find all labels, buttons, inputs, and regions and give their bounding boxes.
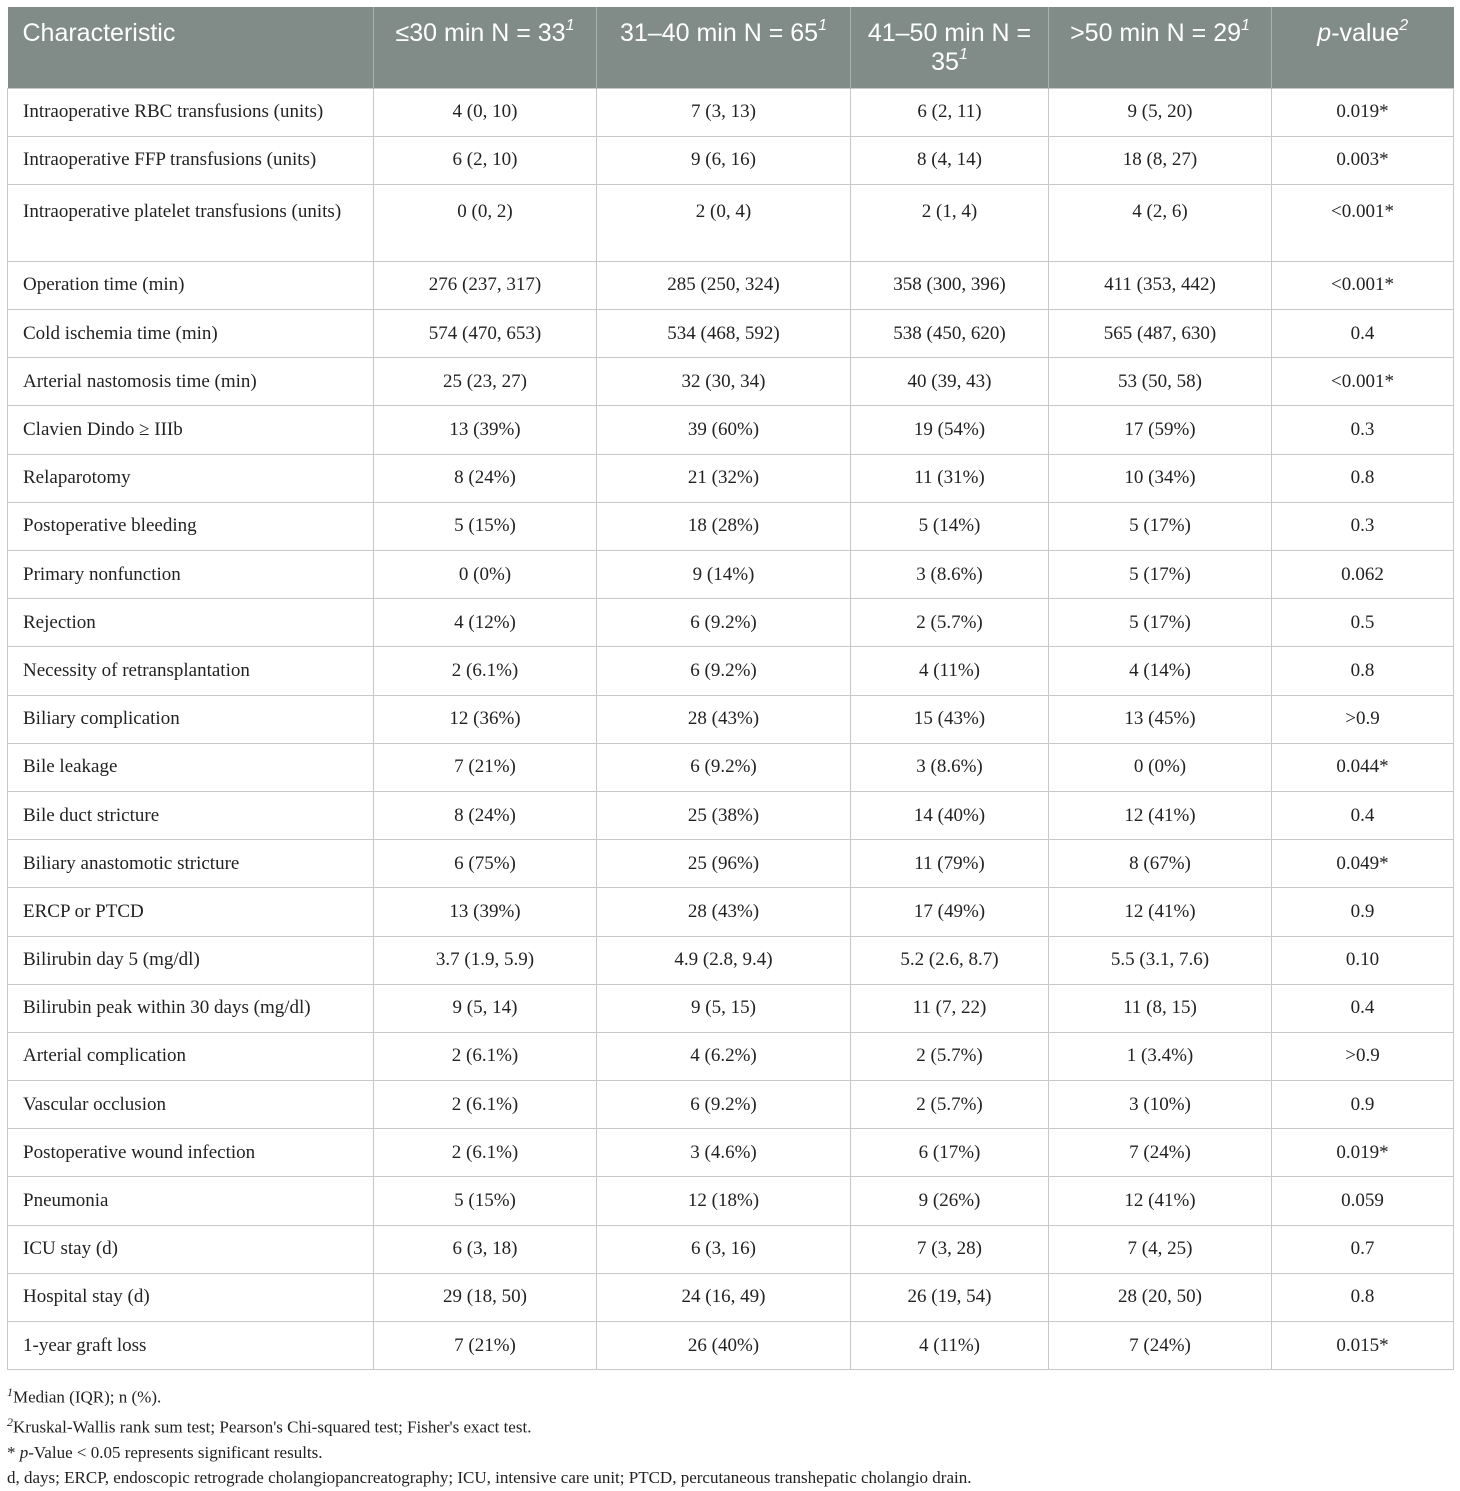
footnote-text: -Value < 0.05 represents significant results. xyxy=(28,1442,323,1462)
value-cell: 4.9 (2.8, 9.4) xyxy=(597,936,851,984)
value-cell: 2 (5.7%) xyxy=(851,1081,1049,1129)
value-cell: 4 (11%) xyxy=(851,647,1049,695)
table-row xyxy=(8,1081,1454,1129)
value-cell: 40 (39, 43) xyxy=(851,358,1049,406)
header-label: >50 min N = 29 xyxy=(1070,19,1242,47)
table-row xyxy=(8,310,1454,358)
footnote-1 xyxy=(7,1380,1447,1410)
value-cell: 26 (19, 54) xyxy=(851,1273,1049,1321)
row-characteristic-cell: Vascular occlusion xyxy=(8,1081,374,1129)
value-cell: 24 (16, 49) xyxy=(597,1273,851,1321)
value-cell: 28 (43%) xyxy=(597,888,851,936)
row-characteristic-cell: Primary nonfunction xyxy=(8,551,374,599)
value-cell: 534 (468, 592) xyxy=(597,310,851,358)
footnote-italic: p xyxy=(19,1442,29,1462)
value-cell: 2 (1, 4) xyxy=(851,184,1049,261)
value-cell: 0 (0, 2) xyxy=(374,184,597,261)
table-row xyxy=(8,647,1454,695)
header-label-italic: p xyxy=(1317,19,1332,47)
p-value-cell: 0.044* xyxy=(1272,743,1454,791)
table-row xyxy=(8,1322,1454,1370)
row-characteristic-cell: Intraoperative FFP transfusions (units) xyxy=(8,136,374,184)
footnote-marker: 2 xyxy=(1399,16,1409,34)
value-cell: 12 (18%) xyxy=(597,1177,851,1225)
value-cell: 7 (21%) xyxy=(374,1322,597,1370)
row-characteristic-cell: Bile duct stricture xyxy=(8,791,374,839)
value-cell: 9 (5, 14) xyxy=(374,984,597,1032)
p-value-cell: >0.9 xyxy=(1272,695,1454,743)
row-characteristic-cell: Cold ischemia time (min) xyxy=(8,310,374,358)
table-body xyxy=(8,88,1454,1370)
value-cell: 3.7 (1.9, 5.9) xyxy=(374,936,597,984)
header-label: Characteristic xyxy=(22,19,176,47)
row-characteristic-cell: Bile leakage xyxy=(8,743,374,791)
value-cell: 2 (0, 4) xyxy=(597,184,851,261)
header-group-31-40 xyxy=(597,7,851,88)
footnote-marker: 1 xyxy=(565,16,575,34)
value-cell: 12 (41%) xyxy=(1049,791,1272,839)
value-cell: 5 (14%) xyxy=(851,502,1049,550)
row-characteristic-cell: Pneumonia xyxy=(8,1177,374,1225)
value-cell: 6 (75%) xyxy=(374,840,597,888)
footnote-text: Kruskal-Wallis rank sum test; Pearson's Chi-squared test; Fisher's exact test. xyxy=(13,1417,532,1437)
value-cell: 39 (60%) xyxy=(597,406,851,454)
header-group-41-50 xyxy=(851,7,1049,88)
value-cell: 8 (4, 14) xyxy=(851,136,1049,184)
value-cell: 9 (5, 20) xyxy=(1049,88,1272,136)
value-cell: 2 (5.7%) xyxy=(851,599,1049,647)
value-cell: 5.5 (3.1, 7.6) xyxy=(1049,936,1272,984)
value-cell: 2 (6.1%) xyxy=(374,1032,597,1080)
value-cell: 12 (41%) xyxy=(1049,1177,1272,1225)
value-cell: 26 (40%) xyxy=(597,1322,851,1370)
value-cell: 2 (6.1%) xyxy=(374,1081,597,1129)
header-p-value xyxy=(1272,7,1454,88)
p-value-cell: 0.015* xyxy=(1272,1322,1454,1370)
header-label: 41–50 min N = 35 xyxy=(867,19,1032,76)
row-characteristic-cell: Biliary anastomotic stricture xyxy=(8,840,374,888)
table-row xyxy=(8,743,1454,791)
table-row xyxy=(8,1177,1454,1225)
value-cell: 28 (43%) xyxy=(597,695,851,743)
value-cell: 5 (17%) xyxy=(1049,502,1272,550)
p-value-cell: >0.9 xyxy=(1272,1032,1454,1080)
value-cell: 6 (9.2%) xyxy=(597,599,851,647)
table-row xyxy=(8,599,1454,647)
value-cell: 8 (24%) xyxy=(374,791,597,839)
p-value-cell: 0.10 xyxy=(1272,936,1454,984)
footnote-text: d, days; ERCP, endoscopic retrograde cholangiopancreatography; ICU, intensive care unit; PTCD, percutaneous transhepatic cholangio drain. xyxy=(7,1468,972,1488)
value-cell: 13 (45%) xyxy=(1049,695,1272,743)
value-cell: 5 (17%) xyxy=(1049,551,1272,599)
table-row xyxy=(8,184,1454,261)
p-value-cell: 0.5 xyxy=(1272,599,1454,647)
row-characteristic-cell: Hospital stay (d) xyxy=(8,1273,374,1321)
value-cell: 11 (7, 22) xyxy=(851,984,1049,1032)
value-cell: 3 (10%) xyxy=(1049,1081,1272,1129)
value-cell: 18 (8, 27) xyxy=(1049,136,1272,184)
value-cell: 9 (26%) xyxy=(851,1177,1049,1225)
p-value-cell: <0.001* xyxy=(1272,358,1454,406)
value-cell: 8 (67%) xyxy=(1049,840,1272,888)
table-row xyxy=(8,136,1454,184)
row-characteristic-cell: Biliary complication xyxy=(8,695,374,743)
value-cell: 29 (18, 50) xyxy=(374,1273,597,1321)
value-cell: 6 (2, 10) xyxy=(374,136,597,184)
value-cell: 17 (59%) xyxy=(1049,406,1272,454)
table-row xyxy=(8,840,1454,888)
value-cell: 7 (3, 28) xyxy=(851,1225,1049,1273)
p-value-cell: 0.003* xyxy=(1272,136,1454,184)
row-characteristic-cell: Intraoperative platelet transfusions (units) xyxy=(8,184,374,261)
value-cell: 2 (5.7%) xyxy=(851,1032,1049,1080)
p-value-cell: <0.001* xyxy=(1272,261,1454,309)
value-cell: 4 (6.2%) xyxy=(597,1032,851,1080)
value-cell: 3 (4.6%) xyxy=(597,1129,851,1177)
value-cell: 53 (50, 58) xyxy=(1049,358,1272,406)
value-cell: 6 (2, 11) xyxy=(851,88,1049,136)
value-cell: 10 (34%) xyxy=(1049,454,1272,502)
value-cell: 6 (9.2%) xyxy=(597,743,851,791)
footnote-text: Median (IQR); n (%). xyxy=(13,1387,162,1407)
value-cell: 411 (353, 442) xyxy=(1049,261,1272,309)
results-table-container xyxy=(7,7,1453,1370)
table-row xyxy=(8,454,1454,502)
p-value-cell: 0.8 xyxy=(1272,454,1454,502)
row-characteristic-cell: Postoperative wound infection xyxy=(8,1129,374,1177)
p-value-cell: 0.3 xyxy=(1272,502,1454,550)
header-label: ≤30 min N = 33 xyxy=(395,19,566,47)
footnote-3 xyxy=(7,1440,1447,1465)
value-cell: 28 (20, 50) xyxy=(1049,1273,1272,1321)
value-cell: 18 (28%) xyxy=(597,502,851,550)
value-cell: 0 (0%) xyxy=(374,551,597,599)
value-cell: 4 (2, 6) xyxy=(1049,184,1272,261)
value-cell: 6 (9.2%) xyxy=(597,1081,851,1129)
value-cell: 5 (15%) xyxy=(374,1177,597,1225)
value-cell: 358 (300, 396) xyxy=(851,261,1049,309)
value-cell: 3 (8.6%) xyxy=(851,743,1049,791)
value-cell: 2 (6.1%) xyxy=(374,647,597,695)
table-row xyxy=(8,791,1454,839)
value-cell: 4 (12%) xyxy=(374,599,597,647)
row-characteristic-cell: Clavien Dindo ≥ IIIb xyxy=(8,406,374,454)
value-cell: 1 (3.4%) xyxy=(1049,1032,1272,1080)
value-cell: 574 (470, 653) xyxy=(374,310,597,358)
table-row xyxy=(8,406,1454,454)
row-characteristic-cell: Relaparotomy xyxy=(8,454,374,502)
value-cell: 4 (14%) xyxy=(1049,647,1272,695)
table-header xyxy=(8,7,1454,88)
p-value-cell: 0.019* xyxy=(1272,88,1454,136)
value-cell: 11 (31%) xyxy=(851,454,1049,502)
row-characteristic-cell: Bilirubin peak within 30 days (mg/dl) xyxy=(8,984,374,1032)
p-value-cell: <0.001* xyxy=(1272,184,1454,261)
p-value-cell: 0.019* xyxy=(1272,1129,1454,1177)
p-value-cell: 0.7 xyxy=(1272,1225,1454,1273)
value-cell: 13 (39%) xyxy=(374,406,597,454)
value-cell: 5 (17%) xyxy=(1049,599,1272,647)
table-row xyxy=(8,502,1454,550)
value-cell: 6 (3, 18) xyxy=(374,1225,597,1273)
value-cell: 4 (11%) xyxy=(851,1322,1049,1370)
value-cell: 7 (3, 13) xyxy=(597,88,851,136)
value-cell: 285 (250, 324) xyxy=(597,261,851,309)
value-cell: 538 (450, 620) xyxy=(851,310,1049,358)
table-row xyxy=(8,1225,1454,1273)
p-value-cell: 0.8 xyxy=(1272,647,1454,695)
p-value-cell: 0.4 xyxy=(1272,791,1454,839)
value-cell: 5 (15%) xyxy=(374,502,597,550)
table-row xyxy=(8,88,1454,136)
table-row xyxy=(8,984,1454,1032)
value-cell: 14 (40%) xyxy=(851,791,1049,839)
header-group-le30 xyxy=(374,7,597,88)
value-cell: 21 (32%) xyxy=(597,454,851,502)
value-cell: 8 (24%) xyxy=(374,454,597,502)
table-row xyxy=(8,551,1454,599)
value-cell: 25 (38%) xyxy=(597,791,851,839)
value-cell: 6 (9.2%) xyxy=(597,647,851,695)
footnote-marker: 1 xyxy=(958,45,968,63)
value-cell: 17 (49%) xyxy=(851,888,1049,936)
row-characteristic-cell: ERCP or PTCD xyxy=(8,888,374,936)
footnote-4 xyxy=(7,1465,1447,1490)
row-characteristic-cell: Bilirubin day 5 (mg/dl) xyxy=(8,936,374,984)
table-row xyxy=(8,261,1454,309)
value-cell: 565 (487, 630) xyxy=(1049,310,1272,358)
row-characteristic-cell: Intraoperative RBC transfusions (units) xyxy=(8,88,374,136)
footnote-marker: * xyxy=(7,1442,20,1462)
p-value-cell: 0.9 xyxy=(1272,888,1454,936)
table-footnotes xyxy=(7,1380,1447,1491)
header-characteristic xyxy=(8,7,374,88)
value-cell: 25 (96%) xyxy=(597,840,851,888)
row-characteristic-cell: Postoperative bleeding xyxy=(8,502,374,550)
footnote-marker: 1 xyxy=(7,1385,13,1399)
table-row xyxy=(8,1032,1454,1080)
table-row xyxy=(8,936,1454,984)
value-cell: 6 (17%) xyxy=(851,1129,1049,1177)
value-cell: 276 (237, 317) xyxy=(374,261,597,309)
value-cell: 13 (39%) xyxy=(374,888,597,936)
row-characteristic-cell: Arterial nastomosis time (min) xyxy=(8,358,374,406)
p-value-cell: 0.4 xyxy=(1272,984,1454,1032)
results-table xyxy=(7,7,1454,1370)
p-value-cell: 0.049* xyxy=(1272,840,1454,888)
value-cell: 12 (36%) xyxy=(374,695,597,743)
table-row xyxy=(8,358,1454,406)
value-cell: 11 (8, 15) xyxy=(1049,984,1272,1032)
value-cell: 11 (79%) xyxy=(851,840,1049,888)
value-cell: 0 (0%) xyxy=(1049,743,1272,791)
value-cell: 9 (6, 16) xyxy=(597,136,851,184)
value-cell: 19 (54%) xyxy=(851,406,1049,454)
value-cell: 6 (3, 16) xyxy=(597,1225,851,1273)
value-cell: 15 (43%) xyxy=(851,695,1049,743)
value-cell: 2 (6.1%) xyxy=(374,1129,597,1177)
p-value-cell: 0.4 xyxy=(1272,310,1454,358)
table-row xyxy=(8,888,1454,936)
row-characteristic-cell: Arterial complication xyxy=(8,1032,374,1080)
value-cell: 7 (24%) xyxy=(1049,1129,1272,1177)
value-cell: 32 (30, 34) xyxy=(597,358,851,406)
value-cell: 5.2 (2.6, 8.7) xyxy=(851,936,1049,984)
footnote-marker: 2 xyxy=(7,1414,13,1429)
footnote-2 xyxy=(7,1410,1447,1440)
value-cell: 25 (23, 27) xyxy=(374,358,597,406)
value-cell: 7 (4, 25) xyxy=(1049,1225,1272,1273)
header-label: 31–40 min N = 65 xyxy=(620,19,819,47)
row-characteristic-cell: 1-year graft loss xyxy=(8,1322,374,1370)
value-cell: 4 (0, 10) xyxy=(374,88,597,136)
p-value-cell: 0.059 xyxy=(1272,1177,1454,1225)
table-row xyxy=(8,695,1454,743)
row-characteristic-cell: ICU stay (d) xyxy=(8,1225,374,1273)
header-row xyxy=(8,7,1454,88)
row-characteristic-cell: Necessity of retransplantation xyxy=(8,647,374,695)
value-cell: 7 (24%) xyxy=(1049,1322,1272,1370)
p-value-cell: 0.062 xyxy=(1272,551,1454,599)
row-characteristic-cell: Operation time (min) xyxy=(8,261,374,309)
table-row xyxy=(8,1129,1454,1177)
value-cell: 12 (41%) xyxy=(1049,888,1272,936)
p-value-cell: 0.9 xyxy=(1272,1081,1454,1129)
row-characteristic-cell: Rejection xyxy=(8,599,374,647)
footnote-marker: 1 xyxy=(1241,16,1250,34)
header-label: -value xyxy=(1331,19,1400,47)
header-group-gt50 xyxy=(1049,7,1272,88)
value-cell: 9 (14%) xyxy=(597,551,851,599)
value-cell: 9 (5, 15) xyxy=(597,984,851,1032)
value-cell: 7 (21%) xyxy=(374,743,597,791)
value-cell: 3 (8.6%) xyxy=(851,551,1049,599)
table-row xyxy=(8,1273,1454,1321)
p-value-cell: 0.3 xyxy=(1272,406,1454,454)
footnote-marker: 1 xyxy=(818,16,827,34)
p-value-cell: 0.8 xyxy=(1272,1273,1454,1321)
